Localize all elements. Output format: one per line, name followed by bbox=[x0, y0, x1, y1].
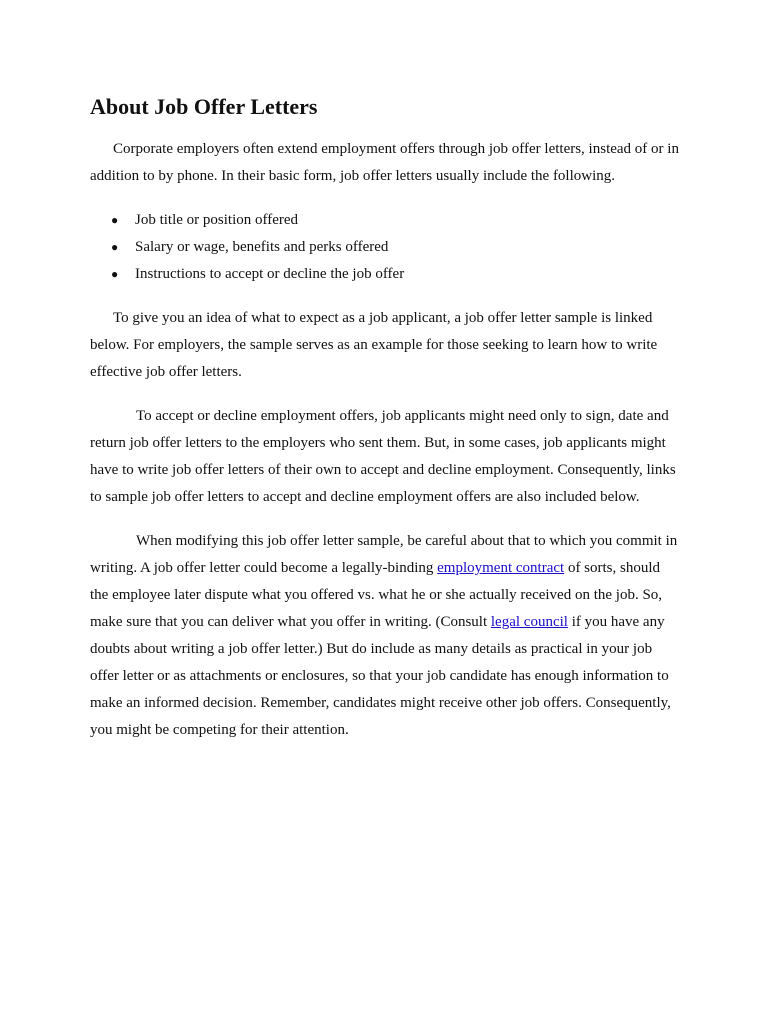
employment-contract-link[interactable]: employment contract bbox=[437, 560, 565, 576]
list-item-text: Job title or position offered bbox=[135, 212, 299, 228]
list-item-text: Instructions to accept or decline the job offer bbox=[135, 266, 405, 282]
sample-paragraph: To give you an idea of what to expect as a job applicant, a job offer letter sample is linked below. For employers, the sample serves as an example for those seeking to learn how to write effective job offer letters. bbox=[90, 310, 658, 380]
document-page bbox=[90, 92, 680, 761]
list-item bbox=[90, 261, 680, 288]
paragraph-text: When modifying this job offer letter sample, be careful about that to which you commit in writing. A job offer letter could become a legally-binding bbox=[90, 533, 678, 576]
list-item-text: Salary or wage, benefits and perks offered bbox=[135, 239, 389, 255]
bullet-icon: ● bbox=[111, 267, 119, 281]
page-title: About Job Offer Letters bbox=[90, 94, 318, 119]
modifying-paragraph bbox=[90, 528, 680, 744]
list-item bbox=[90, 234, 680, 261]
paragraph-text: of sorts, should the employee later dispute what you offered vs. what he or she actually received on the job. So, make sure that you can deliver what you offer in writing. (Consult bbox=[90, 560, 663, 630]
paragraph-text: if you have any doubts about writing a job offer letter.) But do include as many details as practical in your job offer letter or as attachments or enclosures, so that your job candidate has enough information to make an informed decision. Remember, candidates might receive other job offers. Consequently, you might be competing for their attention. bbox=[90, 614, 671, 738]
list-item bbox=[90, 207, 680, 234]
bullet-icon: ● bbox=[111, 213, 119, 227]
bullet-list bbox=[90, 207, 680, 288]
accept-decline-paragraph: To accept or decline employment offers, job applicants might need only to sign, date and return job offer letters to the employers who sent them. But, in some cases, job applicants might have to write job offer letters of their own to accept and decline employment. Consequently, links to sample job offer letters to accept and decline employment offers are also included below. bbox=[90, 408, 676, 505]
legal-council-link[interactable]: legal council bbox=[490, 614, 568, 630]
bullet-icon: ● bbox=[111, 240, 119, 254]
intro-paragraph: Corporate employers often extend employment offers through job offer letters, instead of or in addition to by phone. In their basic form, job offer letters usually include the following. bbox=[90, 141, 679, 184]
